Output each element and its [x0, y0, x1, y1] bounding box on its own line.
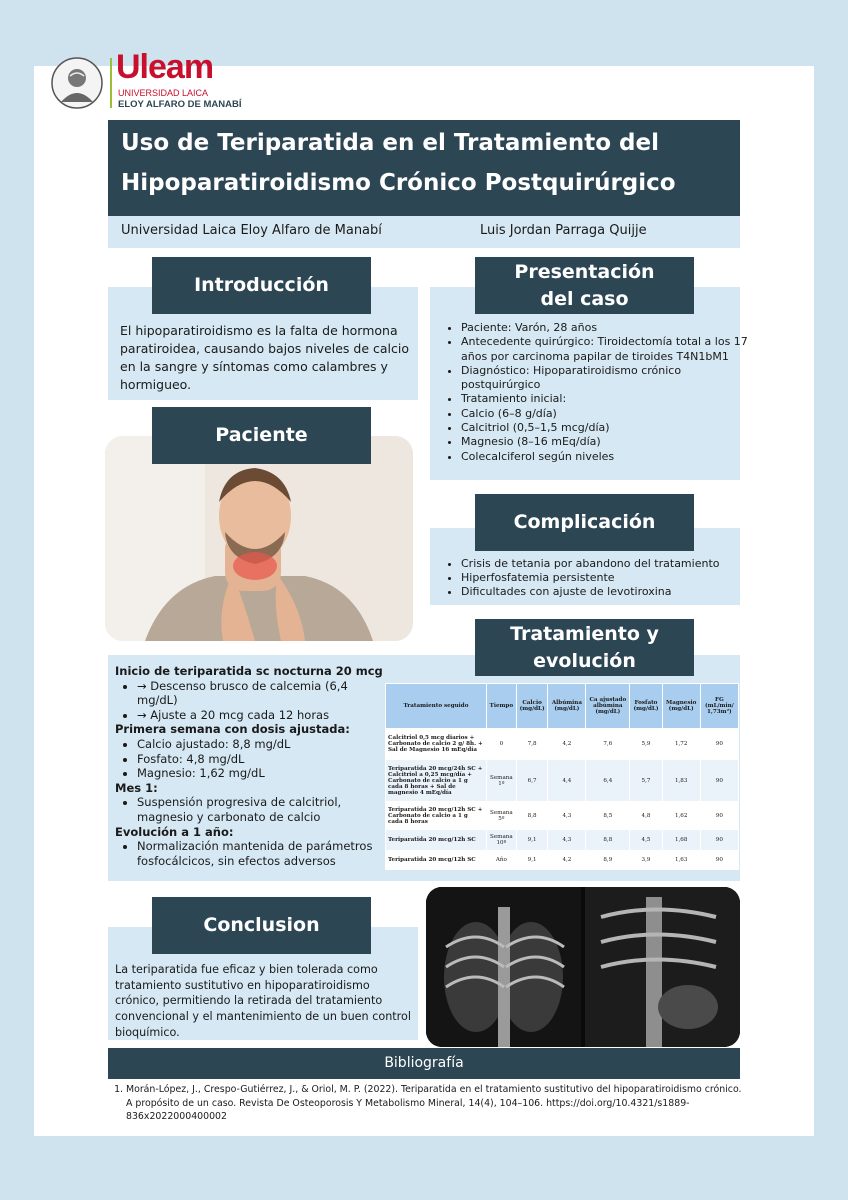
university-name: Universidad Laica Eloy Alfaro de Manabí: [121, 223, 382, 238]
table-cell: 1,72: [662, 729, 700, 760]
table-cell: 4,4: [548, 760, 586, 802]
presentation-list: [439, 321, 751, 464]
table-row: [386, 802, 739, 830]
presentation-heading: [475, 257, 694, 314]
presentation-heading-line1: Presentación: [514, 260, 655, 283]
xray-images: [426, 887, 740, 1047]
conclusion-text: La teriparatida fue eficaz y bien tolerada como tratamiento sustitutivo en hipoparatiroidismo crónico, permitiendo la retirada del tratamiento convencional y el mantenimiento de un buen control bioquímico.: [115, 963, 411, 1039]
treatment-list: [115, 679, 385, 723]
table-cell: 6,4: [586, 760, 630, 802]
table-header: Ca ajustado albúmina (mg/dL): [586, 684, 630, 729]
list-item: • Tratamiento inicial:: [461, 392, 751, 406]
table-cell: 8,5: [586, 802, 630, 830]
treatment-subheading: Mes 1:: [115, 780, 158, 795]
logo-line2: ELOY ALFARO DE MANABÍ: [118, 99, 242, 110]
title-banner: [108, 120, 740, 216]
list-item: • Crisis de tetania por abandono del tratamiento: [461, 557, 751, 571]
table-cell: Año: [487, 851, 517, 870]
list-item: • Colecalciferol según niveles: [461, 450, 751, 464]
intro-heading: Introducción: [152, 257, 371, 314]
table-cell: 0: [487, 729, 517, 760]
table-header: Tiempo: [487, 684, 517, 729]
treatment-subheading: Inicio de teriparatida sc nocturna 20 mcg: [115, 664, 383, 678]
table-row: [386, 760, 739, 802]
conclusion-heading: Conclusion: [152, 897, 371, 954]
list-item: • Calcitriol (0,5–1,5 mcg/día): [461, 421, 751, 435]
table-cell: 4,5: [630, 830, 662, 851]
presentation-heading-line2: del caso: [540, 287, 629, 310]
list-item: • Fosfato: 4,8 mg/dL: [137, 752, 385, 767]
title-line-1: Uso de Teriparatida en el Tratamiento del: [121, 130, 660, 156]
table-cell: Semana 1º: [487, 760, 517, 802]
table-cell: 90: [700, 830, 738, 851]
table-header: FG (mL/min/ 1,73m²): [700, 684, 738, 729]
table-cell: 90: [700, 729, 738, 760]
poster: [34, 48, 814, 1136]
complication-list: [439, 557, 751, 599]
list-item: • Calcio (6–8 g/día): [461, 407, 751, 421]
table-cell: 4,3: [548, 830, 586, 851]
table-header: Albúmina (mg/dL): [548, 684, 586, 729]
treatment-text: [115, 664, 385, 868]
bibliography-list: [114, 1083, 746, 1124]
table-cell: Semana 10º: [487, 830, 517, 851]
list-item: • Hiperfosfatemia persistente: [461, 571, 751, 585]
table-cell: 4,8: [630, 802, 662, 830]
table-cell: Teriparatida 20 mcg/12h SC + Carbonato de calcio a 1 g cada 8 horas: [386, 802, 487, 830]
logo-brand: Uleam: [116, 48, 214, 86]
treatment-heading-line2: evolución: [533, 649, 636, 672]
table-cell: 5,9: [630, 729, 662, 760]
logo-divider: [110, 58, 112, 108]
table-cell: 7,6: [586, 729, 630, 760]
author-name: Luis Jordan Parraga Quijje: [480, 223, 647, 238]
treatment-heading-line1: Tratamiento y: [510, 622, 659, 645]
treatment-list: [115, 795, 385, 824]
treatment-subheading: Primera semana con dosis ajustada:: [115, 722, 350, 737]
title-line-2: Hipoparatiroidismo Crónico Postquirúrgico: [121, 170, 676, 196]
table-cell: 4,3: [548, 802, 586, 830]
table-cell: 8,8: [586, 830, 630, 851]
list-item: • Magnesio: 1,62 mg/dL: [137, 766, 385, 781]
table-cell: 7,8: [516, 729, 548, 760]
list-item: • Calcio ajustado: 8,8 mg/dL: [137, 737, 385, 752]
table-header: Magnesio (mg/dL): [662, 684, 700, 729]
logo-line1: UNIVERSIDAD LAICA: [118, 88, 209, 98]
table-cell: 1,63: [662, 851, 700, 870]
table-row: [386, 851, 739, 870]
table-cell: 6,7: [516, 760, 548, 802]
treatment-list: [115, 737, 385, 781]
table-row: [386, 729, 739, 760]
university-logo: [50, 48, 250, 114]
list-item: • → Descenso brusco de calcemia (6,4 mg/dL): [137, 679, 385, 708]
bibliography-entry: 1. Morán-López, J., Crespo-Gutiérrez, J., & Oriol, M. P. (2022). Teriparatida en el tratamiento sustitutivo del hipoparatiroidismo crónico. A propósito de un caso. Revista De Osteoporosis Y Metabolismo Mineral, 14(4), 104–106. https://doi.org/10.4321/s1889-836x2022000400002: [126, 1083, 746, 1124]
list-item: • Magnesio (8–16 mEq/día): [461, 435, 751, 449]
portrait-seal-icon: [50, 56, 104, 110]
intro-text: El hipoparatiroidismo es la falta de hormona paratiroidea, causando bajos niveles de calcio en la sangre y síntomas como calambres y hormigueo.: [120, 323, 410, 393]
list-item: • Antecedente quirúrgico: Tiroidectomía total a los 17 años por carcinoma papilar de tiroides T4N1bM1: [461, 335, 751, 364]
author-bar: [108, 216, 740, 248]
list-item: • Paciente: Varón, 28 años: [461, 321, 751, 335]
table-cell: Calcitriol 0,5 mcg diarios + Carbonato de calcio 2 g/ 8h. + Sal de Magnesio 16 mEq/día: [386, 729, 487, 760]
table-row: [386, 830, 739, 851]
table-cell: 1,62: [662, 802, 700, 830]
table-cell: 3,9: [630, 851, 662, 870]
bibliography-heading: Bibliografía: [108, 1048, 740, 1079]
table-cell: 90: [700, 760, 738, 802]
table-cell: 9,1: [516, 851, 548, 870]
list-item: • Normalización mantenida de parámetros fosfocálcicos, sin efectos adversos: [137, 839, 385, 868]
table-header-row: [386, 684, 739, 729]
treatment-heading: [475, 619, 694, 676]
table-cell: 4,2: [548, 729, 586, 760]
list-item: • Dificultades con ajuste de levotiroxina: [461, 585, 751, 599]
table-header: Calcio (mg/dL): [516, 684, 548, 729]
xray-illustration: [426, 887, 740, 1047]
list-item: • Diagnóstico: Hipoparatiroidismo crónico postquirúrgico: [461, 364, 751, 393]
table-cell: Teriparatida 20 mcg/24h SC + Calcitriol a 0,25 mcg/día + Carbonato de calcio a 1 g cada 8 horas + Sal de magnesio 4 mEq/día: [386, 760, 487, 802]
table-header: Tratamiento seguido: [386, 684, 487, 729]
treatment-table: [385, 683, 739, 870]
patient-heading: Paciente: [152, 407, 371, 464]
table-cell: 1,68: [662, 830, 700, 851]
table-cell: 8,8: [516, 802, 548, 830]
table-cell: 5,7: [630, 760, 662, 802]
table-cell: 90: [700, 851, 738, 870]
list-item: • → Ajuste a 20 mcg cada 12 horas: [137, 708, 385, 723]
table-cell: 4,2: [548, 851, 586, 870]
table-cell: 9,1: [516, 830, 548, 851]
treatment-list: [115, 839, 385, 868]
treatment-subheading: Evolución a 1 año:: [115, 824, 234, 839]
table-cell: Teriparatida 20 mcg/12h SC: [386, 851, 487, 870]
table-cell: Semana 5º: [487, 802, 517, 830]
patient-photo: [105, 436, 413, 641]
table-cell: Teriparatida 20 mcg/12h SC: [386, 830, 487, 851]
list-item: • Suspensión progresiva de calcitriol, magnesio y carbonato de calcio: [137, 795, 385, 824]
table-cell: 8,9: [586, 851, 630, 870]
table-header: Fosfato (mg/dL): [630, 684, 662, 729]
complication-heading: Complicación: [475, 494, 694, 551]
table-cell: 1,83: [662, 760, 700, 802]
table-cell: 90: [700, 802, 738, 830]
patient-illustration: [105, 436, 413, 641]
